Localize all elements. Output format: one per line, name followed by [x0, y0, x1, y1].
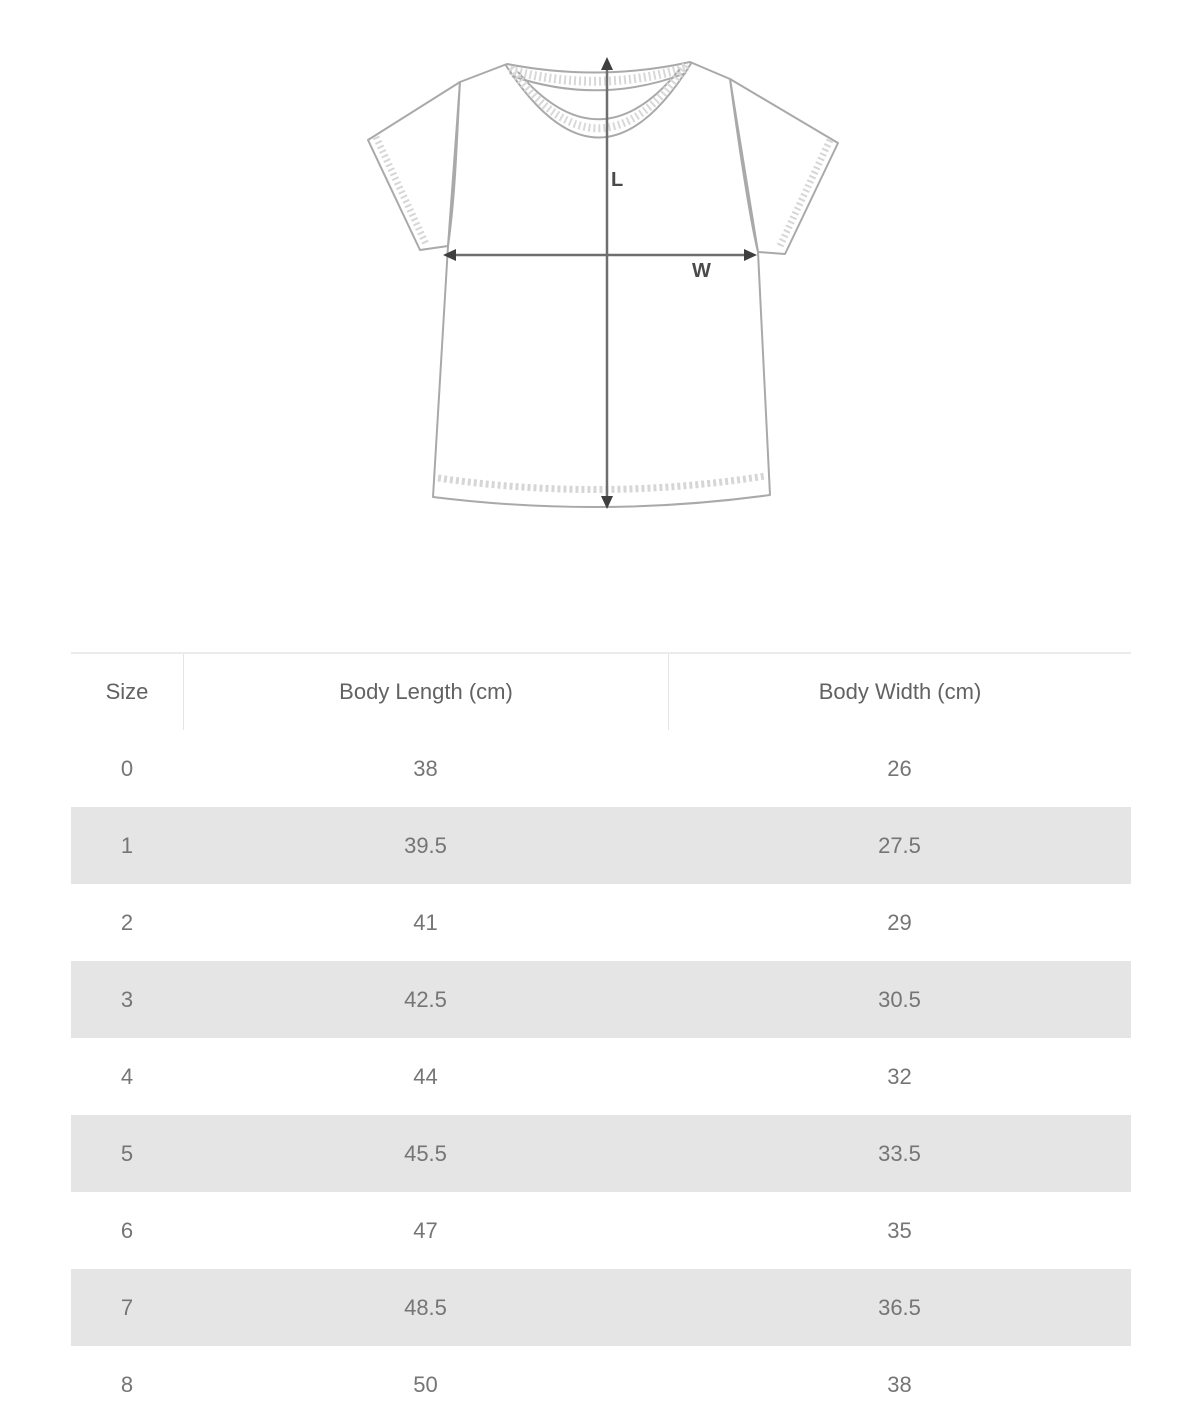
tshirt-body — [433, 62, 770, 507]
size-value: 6 — [120, 1217, 134, 1243]
width-value: 32 — [887, 1063, 912, 1089]
length-value: 42.5 — [404, 986, 447, 1012]
size-chart-table — [71, 652, 1131, 1423]
width-value: 30.5 — [878, 986, 921, 1012]
table-row — [71, 1269, 1131, 1346]
size-value: 2 — [120, 909, 134, 935]
table-row — [71, 807, 1131, 884]
tshirt-diagram-svg — [360, 50, 840, 520]
size-value: 3 — [120, 986, 134, 1012]
width-value: 33.5 — [878, 1140, 921, 1166]
header-size: Size — [105, 679, 149, 704]
size-value: 0 — [120, 755, 134, 781]
length-value: 47 — [413, 1217, 438, 1243]
width-value: 36.5 — [878, 1294, 921, 1320]
size-value: 1 — [120, 832, 134, 858]
length-value: 45.5 — [404, 1140, 447, 1166]
width-value: 27.5 — [878, 832, 921, 858]
length-value: 50 — [413, 1371, 438, 1397]
table-row — [71, 1115, 1131, 1192]
width-label: W — [692, 260, 711, 282]
length-value: 38 — [413, 755, 438, 781]
size-value: 5 — [120, 1140, 134, 1166]
header-body-width: Body Width (cm) — [668, 654, 1131, 730]
header-body-length: Body Length (cm) — [183, 654, 668, 730]
table-header-row — [71, 652, 1131, 730]
size-value: 4 — [120, 1063, 134, 1089]
length-value: 48.5 — [404, 1294, 447, 1320]
width-value: 29 — [887, 909, 912, 935]
table-row — [71, 1038, 1131, 1115]
table-row — [71, 1192, 1131, 1269]
length-label: L — [611, 169, 624, 191]
table-row — [71, 730, 1131, 807]
table-row — [71, 884, 1131, 961]
table-row — [71, 1346, 1131, 1423]
width-value: 26 — [887, 755, 912, 781]
length-value: 41 — [413, 909, 438, 935]
size-value: 8 — [120, 1371, 134, 1397]
width-value: 38 — [887, 1371, 912, 1397]
table-row — [71, 961, 1131, 1038]
size-value: 7 — [120, 1294, 134, 1320]
tshirt-size-diagram — [360, 50, 840, 520]
left-sleeve — [368, 82, 460, 250]
length-value: 39.5 — [404, 832, 447, 858]
width-value: 35 — [887, 1217, 912, 1243]
length-value: 44 — [413, 1063, 438, 1089]
